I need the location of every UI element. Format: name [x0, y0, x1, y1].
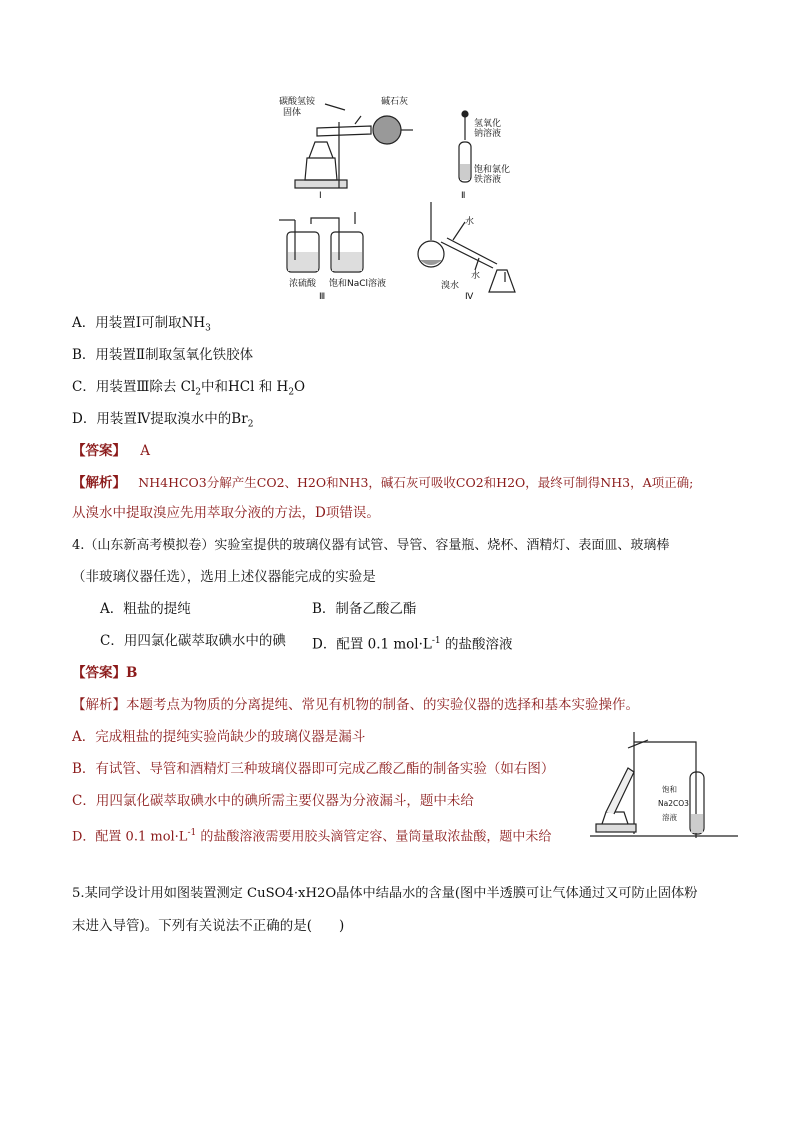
q3-option-d: D．用装置Ⅳ提取溴水中的$Br_2$ — [72, 411, 254, 430]
q4-stem-line-1: 4.（山东新高考模拟卷）实验室提供的玻璃仪器有试管、导管、容量瓶、烧杯、酒精灯、表面皿、玻璃棒 — [72, 538, 670, 553]
svg-text:钠溶液: 钠溶液 — [474, 129, 502, 139]
ester-label-3: 溶液 — [662, 813, 677, 822]
svg-text:铁溶液: 铁溶液 — [474, 175, 502, 185]
q4-option-d: D．配置 0.1 $mol\cdot L^{-1}$ 的盐酸溶液 — [312, 636, 513, 653]
q4-explanation: 【解析】本题考点为物质的分离提纯、常见有机物的制备、的实验仪器的选择和基本实验操作。 — [72, 697, 639, 713]
apparatus-one-label-left: 碳酸氢铵 — [279, 97, 316, 107]
apparatus-three-label-b: 饱和NaCl溶液 — [329, 279, 387, 289]
ester-label-1: 饱和 — [662, 785, 677, 794]
q4-explanation-c: C．用四氯化碳萃取碘水中的碘所需主要仪器为分液漏斗，题中未给 — [72, 793, 474, 809]
q4-answer: 【答案】B — [72, 665, 138, 681]
q3-option-c: C．用装置Ⅲ除去 $Cl_2$中和HCl 和 $H_2O$ — [72, 379, 306, 398]
apparatus-four-label-water-mid: 水 — [471, 271, 481, 281]
q3-option-b: B．用装置Ⅱ制取氢氧化铁胶体 — [72, 347, 254, 363]
apparatus-figure — [275, 92, 545, 304]
ester-apparatus-figure — [588, 728, 740, 840]
q4-option-c: C．用四氯化碳萃取碘水中的碘 — [100, 633, 286, 649]
apparatus-one — [295, 104, 413, 188]
q4-stem-line-2: （非玻璃仪器任选），选用上述仪器能完成的实验是 — [72, 569, 376, 585]
apparatus-four-label-water-top: 水 — [465, 217, 475, 227]
apparatus-three-roman: Ⅲ — [319, 292, 326, 302]
q4-explanation-d: D．配置 0.1 $mol\cdot L^{-1}$ 的盐酸溶液需要用胶头滴管定容、量筒量取浓盐酸，题中未给 — [72, 828, 552, 845]
ester-label-2: Na2CO3 — [658, 799, 689, 808]
q4-explanation-a: A．完成粗盐的提纯实验尚缺少的玻璃仪器是漏斗 — [72, 729, 366, 745]
apparatus-two-label-b: 饱和氯化 — [474, 165, 511, 175]
q4-option-a: A．粗盐的提纯 — [100, 601, 191, 617]
q3-option-a: A．用装置Ⅰ可制取$NH_3$ — [72, 315, 211, 334]
q4-option-b: B．制备乙酸乙酯 — [312, 601, 417, 617]
apparatus-four — [418, 202, 515, 292]
apparatus-four-label-bromine: 溴水 — [441, 281, 460, 291]
q3-explanation-line-1: 【解析】 NH4HCO3分解产生CO2、H2O和NH3，碱石灰可吸收CO2和H2O，最终可制得NH3，A项正确; — [72, 475, 694, 491]
q3-answer: 【答案】 A — [72, 443, 151, 459]
apparatus-three — [279, 212, 363, 272]
apparatus-two-roman: Ⅱ — [461, 191, 466, 201]
apparatus-one-roman: Ⅰ — [319, 191, 322, 201]
apparatus-three-label-a: 浓硫酸 — [289, 279, 317, 289]
apparatus-two-label-a: 氢氧化 — [474, 119, 502, 129]
apparatus-two — [459, 111, 471, 182]
q5-stem-line-2: 末进入导管)。下列有关说法不正确的是( ) — [72, 918, 345, 934]
apparatus-four-roman: Ⅳ — [465, 292, 474, 302]
svg-text:固体: 固体 — [283, 108, 302, 118]
q5-stem-line-1: 5.某同学设计用如图装置测定 CuSO4·xH2O晶体中结晶水的含量(图中半透膜可让气体通过又可防止固体粉 — [72, 886, 698, 901]
q3-explanation-line-2: 从溴水中提取溴应先用萃取分液的方法，D项错误。 — [72, 505, 380, 521]
q4-explanation-b: B．有试管、导管和酒精灯三种玻璃仪器即可完成乙酸乙酯的制备实验（如右图） — [72, 761, 555, 777]
apparatus-one-label-right: 碱石灰 — [381, 97, 409, 107]
